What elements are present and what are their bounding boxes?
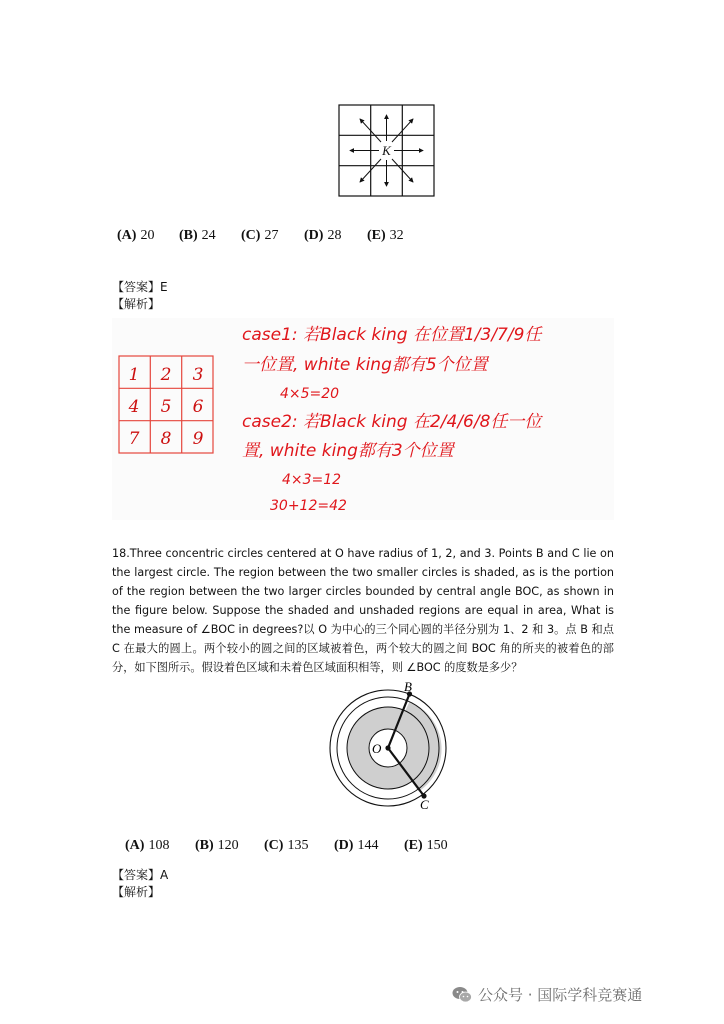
handwriting-line-1: case1: 若Black king 在位置1/3/7/9任 xyxy=(242,325,542,345)
handwriting-line-7: 30+12=42 xyxy=(270,498,347,514)
q17-answer-label: 【答案】E xyxy=(112,280,168,294)
grid-number-7: 7 xyxy=(128,429,140,449)
point-o-label: O xyxy=(372,741,382,756)
q18-choice-c[interactable]: (C) 135 xyxy=(264,838,309,853)
grid-number-4: 4 xyxy=(128,397,140,417)
q17-choice-c[interactable]: (C) 27 xyxy=(241,228,279,243)
king-grid-figure xyxy=(338,104,436,198)
point-c-label: C xyxy=(420,797,429,812)
q17-analysis-label: 【解析】 xyxy=(112,297,161,311)
concentric-circles-figure xyxy=(324,680,456,812)
handwriting-line-4: case2: 若Black king 在2/4/6/8任一位 xyxy=(242,412,542,432)
point-b-label: B xyxy=(404,680,412,694)
q17-choice-a[interactable]: (A) 20 xyxy=(117,228,155,243)
q17-choice-d[interactable]: (D) 28 xyxy=(304,228,342,243)
q18-question-text: 18.Three concentric circles centered at O have radius of 1, 2, and 3. Points B and C lie on the largest circle. The region between the two smaller circles is shaded, as is the portion of the region between the two larger circles bounded by central angle BOC, as shown in the figure below. Suppose the shaded and unshaded regions are equal in area, What is the measure of ∠BOC in degrees?以 O 为中心的三个同心圆的半径分别为 1、2 和 3。点 B 和点 C 在最大的圆上。两个较小的圆之间的区域被着色，两个较大的圆之间 BOC 角的所夹的被着色的部分，如下图所示。假设着色区域和未着色区域面积相等，则 ∠BOC 的度数是多少？ xyxy=(112,547,614,674)
grid-number-1: 1 xyxy=(128,365,140,385)
wechat-icon xyxy=(452,986,472,1004)
grid-number-2: 2 xyxy=(160,365,172,385)
grid-number-8: 8 xyxy=(160,429,172,449)
handwritten-solution-svg xyxy=(112,318,614,520)
handwriting-line-6: 4×3=12 xyxy=(282,472,342,488)
q17-choice-b[interactable]: (B) 24 xyxy=(179,228,216,243)
grid-number-3: 3 xyxy=(192,365,204,385)
q18-choice-b[interactable]: (B) 120 xyxy=(195,838,239,853)
handwriting-line-3: 4×5=20 xyxy=(280,386,340,402)
q18-choice-e[interactable]: (E) 150 xyxy=(404,838,448,853)
king-label: K xyxy=(382,143,391,158)
q18-choice-d[interactable]: (D) 144 xyxy=(334,838,379,853)
q17-choice-e[interactable]: (E) 32 xyxy=(367,228,404,243)
handwriting-line-2: 一位置, white king都有5个位置 xyxy=(242,355,488,375)
watermark xyxy=(452,984,642,1005)
handwriting-line-5: 置, white king都有3个位置 xyxy=(242,441,454,461)
handwritten-solution xyxy=(112,318,614,520)
watermark-text: 公众号 · 国际学科竞赛通 xyxy=(478,986,643,1004)
q18-answer-label: 【答案】A xyxy=(112,868,169,882)
grid-number-6: 6 xyxy=(192,397,204,417)
q18-analysis-label: 【解析】 xyxy=(112,885,161,899)
point-o-dot xyxy=(385,745,390,750)
q17-choices xyxy=(117,228,404,244)
grid-number-9: 9 xyxy=(192,429,204,449)
q18-choice-a[interactable]: (A) 108 xyxy=(125,838,170,853)
q18-choices xyxy=(125,838,448,854)
grid-number-5: 5 xyxy=(160,397,172,417)
